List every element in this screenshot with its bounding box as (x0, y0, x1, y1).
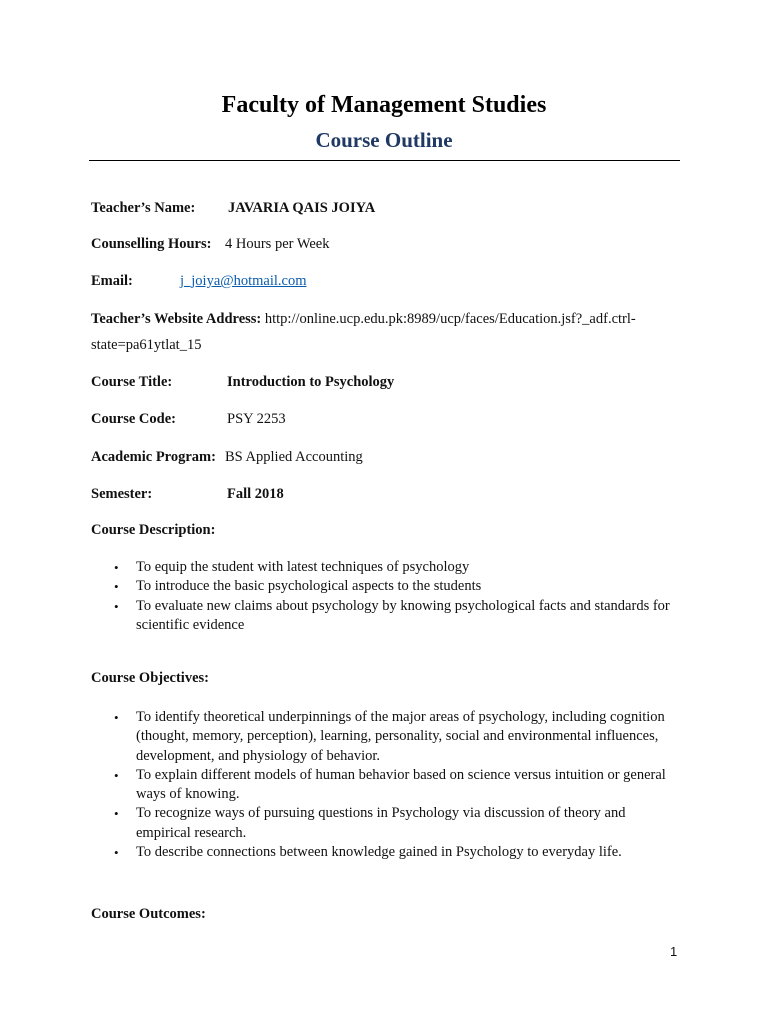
list-item: • To explain different models of human behavior based on science versus intuition or general ways of knowing. (114, 766, 666, 803)
email-link[interactable]: j_joiya@hotmail.com (180, 273, 307, 289)
course-title-value: Introduction to Psychology (227, 374, 395, 390)
list-item: • To evaluate new claims about psychology by knowing psychological facts and standards for scientific evidence (114, 597, 670, 633)
list-item: • To equip the student with latest techniques of psychology (91, 558, 681, 577)
bullet-icon: • (114, 598, 119, 614)
course-description-list (91, 558, 681, 635)
header-divider (89, 160, 680, 161)
course-title-label: Course Title: (91, 374, 173, 390)
teacher-name-row (91, 200, 375, 217)
website-row (91, 311, 636, 328)
email-label: Email: (91, 273, 133, 289)
course-outcomes-heading: Course Outcomes: (91, 906, 206, 922)
semester-row (91, 486, 284, 503)
website-url-continued (91, 337, 201, 354)
course-objectives-heading: Course Objectives: (91, 670, 209, 686)
academic-program-label: Academic Program: (91, 449, 216, 465)
counselling-hours-label: Counselling Hours: (91, 236, 212, 252)
bullet-icon: • (114, 767, 119, 783)
list-item: • To recognize ways of pursuing questions in Psychology via discussion of theory and empirical research. (114, 805, 626, 841)
page-subtitle: Course Outline (315, 128, 453, 152)
bullet-icon: • (114, 579, 119, 595)
course-code-label: Course Code: (91, 411, 176, 427)
course-code-row (91, 411, 286, 428)
bullet-icon: • (114, 806, 119, 822)
course-description-heading: Course Description: (91, 522, 216, 538)
teacher-name-label: Teacher’s Name: (91, 200, 196, 216)
counselling-hours-row (91, 236, 329, 253)
course-code-value: PSY 2253 (227, 411, 286, 427)
website-url-line1: http://online.ucp.edu.pk:8989/ucp/faces/Education.jsf?_adf.ctrl- (264, 311, 636, 327)
website-url-line2: state=pa61ytlat_15 (91, 337, 202, 353)
bullet-icon: • (114, 560, 119, 575)
academic-program-row (91, 449, 363, 466)
list-item: • To identify theoretical underpinnings of the major areas of psychology, including cognition (thought, memory, perception), learning, personality, social and environmental influences, development, and physiology of behavior. (114, 709, 665, 764)
semester-label: Semester: (91, 486, 153, 502)
website-label: Teacher’s Website Address: (91, 311, 262, 327)
bullet-icon: • (114, 845, 119, 861)
email-row (91, 273, 307, 290)
teacher-name-value: JAVARIA QAIS JOIYA (228, 200, 376, 216)
list-item: • To describe connections between knowledge gained in Psychology to everyday life. (91, 843, 681, 862)
page-title: Faculty of Management Studies (221, 92, 547, 118)
course-objectives-list (91, 708, 681, 862)
bullet-icon: • (114, 710, 119, 725)
list-item: • To introduce the basic psychological aspects to the students (91, 577, 681, 596)
academic-program-value: BS Applied Accounting (225, 449, 363, 465)
page-number: 1 (670, 944, 678, 959)
course-title-row (91, 374, 394, 391)
semester-value: Fall 2018 (227, 486, 284, 502)
counselling-hours-value: 4 Hours per Week (225, 236, 330, 252)
